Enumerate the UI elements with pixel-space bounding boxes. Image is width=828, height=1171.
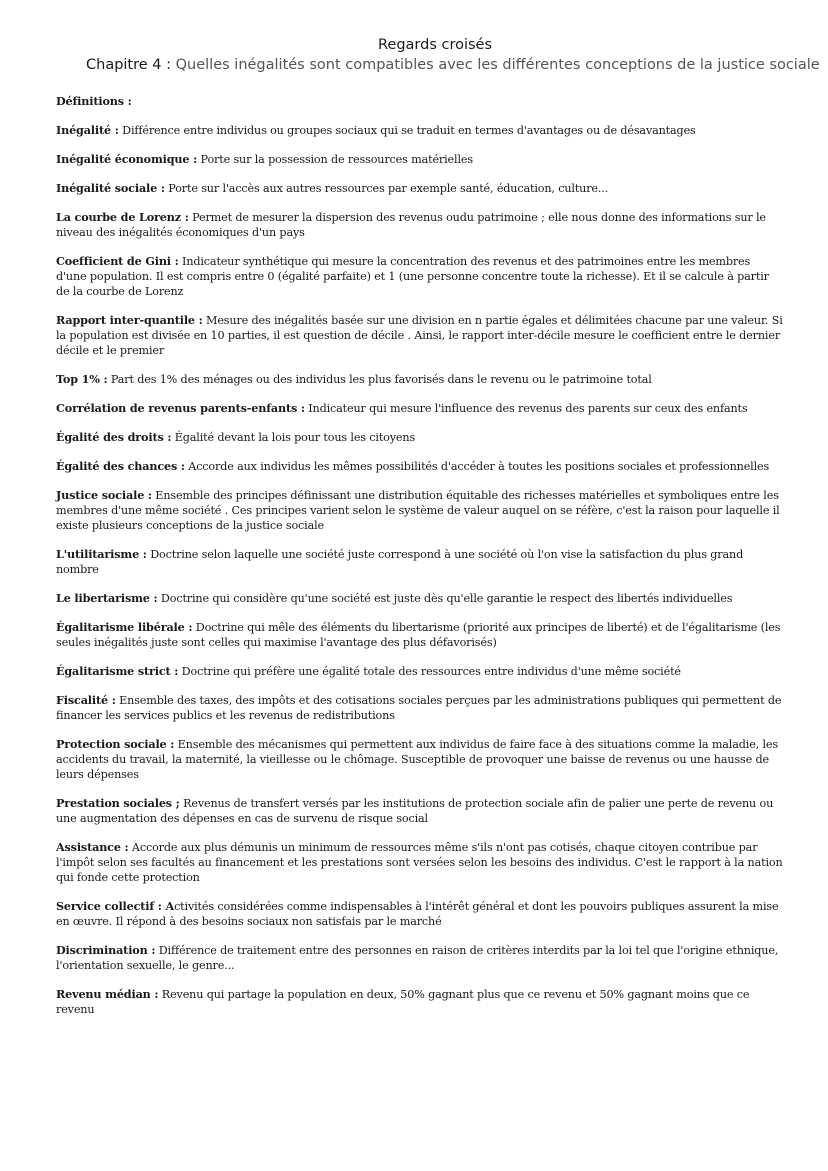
definition-text: Différence entre individus ou groupes sociaux qui se traduit en termes d'avantages ou de désavantages (118, 124, 696, 137)
definitions-section (56, 94, 784, 1017)
definition-term: Service collectif : A (56, 899, 175, 913)
definition-text: Différence de traitement entre des personnes en raison de critères interdits par la loi tel que l'origine ethnique, l'orientation sexuelle, le genre... (56, 944, 779, 972)
definition-text: Permet de mesurer la dispersion des revenus oudu patrimoine ; elle nous donne des informations sur le niveau des inégalités économiques d'un pays (56, 211, 766, 239)
definition-text: Doctrine selon laquelle une société juste correspond à une société où l'on vise la satisfaction du plus grand nombre (56, 548, 744, 576)
definition-term: Top 1% : (56, 372, 108, 386)
definition-text: Égalité devant la lois pour tous les citoyens (171, 431, 416, 444)
definitions-heading: Définitions : (56, 94, 132, 108)
definition-item (56, 313, 784, 358)
definition-term: Fiscalité : (56, 693, 116, 707)
definition-item (56, 401, 784, 416)
definition-term: L'utilitarisme : (56, 547, 147, 561)
definition-text: Accorde aux plus démunis un minimum de ressources même s'ils n'ont pas cotisés, chaque citoyen contribue par l'impôt selon ses facultés au financement et les prestations sont versées selon les besoins des individus. C'est le rapport à la nation qui fonde cette protection (56, 841, 783, 884)
definition-text: Porte sur l'accès aux autres ressources par exemple santé, éducation, culture... (164, 182, 609, 195)
definition-item (56, 737, 784, 782)
chapter-label: Chapitre 4 : (86, 57, 172, 73)
definition-item (56, 547, 784, 577)
definition-term: Revenu médian : (56, 987, 159, 1001)
definition-text: Porte sur la possession de ressources matérielles (197, 153, 473, 166)
definition-term: Inégalité économique : (56, 152, 198, 166)
chapter-question: Quelles inégalités sont compatibles avec les différentes conceptions de la justice sociale (171, 57, 820, 73)
definition-text: ctivités considérées comme indispensables à l'intérêt général et dont les pouvoirs publiques assurent la mise en œuvre. Il répond à des besoins sociaux non satisfais par le marché (56, 900, 779, 928)
definition-item (56, 254, 784, 299)
definition-term: Prestation sociales ; (56, 796, 180, 810)
definition-item (56, 181, 784, 196)
definition-item (56, 430, 784, 445)
definition-term: Coefficient de Gini : (56, 254, 179, 268)
definition-text: Ensemble des principes définissant une distribution équitable des richesses matérielles et symboliques entre les membres d'une même société . Ces principes varient selon le système de valeur auquel on se réfère, c'est la raison pour laquelle il existe plusieurs conceptions de la justice sociale (56, 489, 780, 532)
definition-item (56, 943, 784, 973)
document-title: Regards croisés (377, 37, 493, 53)
definition-item (56, 372, 784, 387)
definition-item (56, 987, 784, 1017)
definition-item (56, 210, 784, 240)
definition-item (56, 796, 784, 826)
definition-term: Discrimination : (56, 943, 156, 957)
document-header (86, 36, 820, 76)
definition-item (56, 152, 784, 167)
definition-item (56, 899, 784, 929)
definition-item (56, 123, 784, 138)
definition-term: Inégalité : (56, 123, 119, 137)
definition-term: Égalitarisme strict : (56, 664, 179, 678)
definition-term: Égalité des droits : (56, 430, 172, 444)
definition-term: Assistance : (56, 840, 129, 854)
chapter-title (86, 54, 820, 76)
definition-term: La courbe de Lorenz : (56, 210, 189, 224)
definition-text: Indicateur synthétique qui mesure la concentration des revenus et des patrimoines entre les membres d'une population. Il est compris entre 0 (égalité parfaite) et 1 (une personne concentre toute la richesse). Et il se calcule à partir de la courbe de Lorenz (56, 255, 769, 298)
definition-term: Égalité des chances : (56, 459, 185, 473)
definition-term: Rapport inter-quantile : (56, 313, 203, 327)
definition-item (56, 591, 784, 606)
definition-text: Doctrine qui mêle des éléments du libertarisme (priorité aux principes de liberté) et de l'égalitarisme (les seules inégalités juste sont celles qui maximise l'avantage des plus défavorisés) (56, 621, 781, 649)
definition-text: Indicateur qui mesure l'influence des revenus des parents sur ceux des enfants (304, 402, 748, 415)
definition-text: Doctrine qui préfère une égalité totale des ressources entre individus d'une même société (178, 665, 681, 678)
definition-term: Justice sociale : (56, 488, 152, 502)
definition-term: Corrélation de revenus parents-enfants : (56, 401, 305, 415)
definition-item (56, 693, 784, 723)
definition-text: Part des 1% des ménages ou des individus les plus favorisés dans le revenu ou le patrimoine total (107, 373, 652, 386)
definition-text: Ensemble des mécanismes qui permettent aux individus de faire face à des situations comme la maladie, les accidents du travail, la maternité, la vieillesse ou le chômage. Susceptible de provoquer une baisse de revenus ou une hausse de leurs dépenses (56, 738, 778, 781)
definition-item (56, 488, 784, 533)
definition-term: Égalitarisme libérale : (56, 620, 193, 634)
definition-text: Doctrine qui considère qu'une société est juste dès qu'elle garantie le respect des libertés individuelles (157, 592, 733, 605)
definition-text: Revenu qui partage la population en deux, 50% gagnant plus que ce revenu et 50% gagnant moins que ce revenu (56, 988, 750, 1016)
definition-item (56, 840, 784, 885)
definition-item (56, 620, 784, 650)
definition-text: Accorde aux individus les mêmes possibilités d'accéder à toutes les positions sociales et professionnelles (184, 460, 770, 473)
definition-text: Ensemble des taxes, des impôts et des cotisations sociales perçues par les administrations publiques qui permettent de financer les services publics et les revenus de redistributions (56, 694, 782, 722)
definition-term: Inégalité sociale : (56, 181, 165, 195)
definition-text: Revenus de transfert versés par les institutions de protection sociale afin de palier une perte de revenu ou une augmentation des dépenses en cas de survenu de risque social (56, 797, 774, 825)
definition-item (56, 459, 784, 474)
definition-text: Mesure des inégalités basée sur une division en n partie égales et délimitées chacune par une valeur. Si la population est divisée en 10 parties, il est question de décile . Ainsi, le rapport inter-décile mesure le coefficient entre le dernier décile et le premier (56, 314, 783, 357)
definition-item (56, 664, 784, 679)
definition-term: Le libertarisme : (56, 591, 158, 605)
definition-term: Protection sociale : (56, 737, 175, 751)
